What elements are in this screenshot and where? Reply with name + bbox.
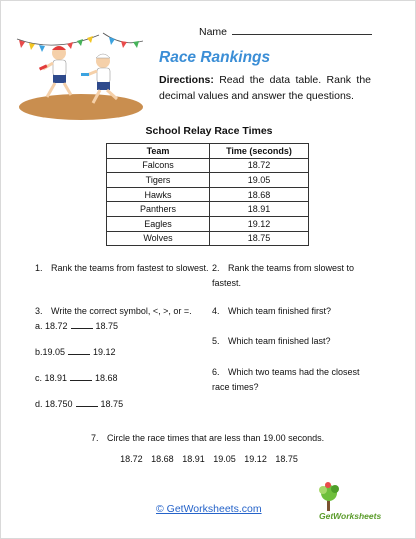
question-text: Which two teams had the closest race times? bbox=[212, 367, 360, 392]
answer-blank[interactable] bbox=[71, 321, 93, 329]
page-title: Race Rankings bbox=[159, 49, 271, 66]
compare-right: 18.75 bbox=[100, 399, 124, 409]
time-cell: 19.12 bbox=[210, 216, 309, 231]
directions-text: Read the data table. Rank the decimal values and answer the questions. bbox=[159, 74, 371, 102]
question-3c bbox=[35, 371, 118, 386]
team-cell: Wolves bbox=[107, 231, 210, 246]
answer-blank[interactable] bbox=[68, 347, 90, 355]
answer-blank[interactable] bbox=[70, 373, 92, 381]
compare-left: b.19.05 bbox=[35, 347, 66, 357]
question-1 bbox=[35, 261, 211, 276]
compare-right: 19.12 bbox=[93, 347, 116, 357]
compare-right: 18.75 bbox=[95, 321, 119, 331]
name-label: Name bbox=[199, 26, 228, 38]
question-3d bbox=[35, 397, 123, 412]
table-row bbox=[107, 202, 309, 217]
getworksheets-link[interactable]: © GetWorksheets.com bbox=[156, 503, 262, 515]
question-2 bbox=[212, 261, 372, 291]
question-text: Write the correct symbol, <, >, or =. bbox=[51, 306, 192, 316]
compare-right: 18.68 bbox=[95, 373, 118, 383]
team-cell: Tigers bbox=[107, 173, 210, 188]
table-row bbox=[107, 158, 309, 173]
table-row bbox=[107, 187, 309, 202]
table-row bbox=[107, 216, 309, 231]
time-cell: 18.72 bbox=[210, 158, 309, 173]
time-value[interactable]: 18.75 bbox=[275, 454, 298, 464]
table-header-row bbox=[107, 144, 309, 159]
name-field bbox=[199, 25, 372, 38]
time-value[interactable]: 18.91 bbox=[182, 454, 205, 464]
question-6 bbox=[212, 365, 372, 395]
directions bbox=[159, 72, 371, 104]
relay-runners-illustration bbox=[15, 31, 143, 121]
question-text: Which team finished first? bbox=[228, 306, 332, 316]
column-header-time: Time (seconds) bbox=[210, 144, 309, 159]
table-row bbox=[107, 231, 309, 246]
question-5 bbox=[212, 334, 372, 349]
table-title: School Relay Race Times bbox=[145, 125, 273, 137]
question-number: 6. bbox=[212, 367, 220, 377]
time-cell: 18.91 bbox=[210, 202, 309, 217]
team-cell: Hawks bbox=[107, 187, 210, 202]
race-times-table bbox=[106, 143, 309, 246]
directions-label: Directions: bbox=[159, 74, 214, 86]
question-number: 4. bbox=[212, 306, 220, 316]
question-3a bbox=[35, 319, 118, 334]
question-4 bbox=[212, 304, 372, 319]
question-3 bbox=[35, 304, 211, 319]
time-value[interactable]: 19.05 bbox=[213, 454, 236, 464]
time-value[interactable]: 18.72 bbox=[120, 454, 143, 464]
question-text: Which team finished last? bbox=[228, 336, 331, 346]
question-7 bbox=[91, 431, 391, 446]
team-cell: Eagles bbox=[107, 216, 210, 231]
time-cell: 18.75 bbox=[210, 231, 309, 246]
compare-left: c. 18.91 bbox=[35, 373, 68, 383]
question-number: 5. bbox=[212, 336, 220, 346]
question-text: Rank the teams from fastest to slowest. bbox=[51, 263, 209, 273]
answer-blank[interactable] bbox=[76, 399, 98, 407]
question-text: Circle the race times that are less than 19.00 seconds. bbox=[107, 433, 325, 443]
column-header-team: Team bbox=[107, 144, 210, 159]
compare-left: d. 18.750 bbox=[35, 399, 73, 409]
question-3b bbox=[35, 345, 116, 360]
question-number: 3. bbox=[35, 306, 43, 316]
logo-wordmark: GetWorksheets bbox=[319, 511, 382, 521]
question-number: 1. bbox=[35, 263, 43, 273]
compare-left: a. 18.72 bbox=[35, 321, 68, 331]
question-number: 2. bbox=[212, 263, 220, 273]
team-cell: Panthers bbox=[107, 202, 210, 217]
time-value[interactable]: 19.12 bbox=[244, 454, 267, 464]
time-value[interactable]: 18.68 bbox=[151, 454, 174, 464]
team-cell: Falcons bbox=[107, 158, 210, 173]
time-cell: 18.68 bbox=[210, 187, 309, 202]
name-line[interactable] bbox=[232, 25, 372, 35]
time-cell: 19.05 bbox=[210, 173, 309, 188]
question-number: 7. bbox=[91, 433, 99, 443]
table-row bbox=[107, 173, 309, 188]
race-times-list bbox=[1, 454, 416, 464]
question-text: Rank the teams from slowest to fastest. bbox=[212, 263, 355, 288]
